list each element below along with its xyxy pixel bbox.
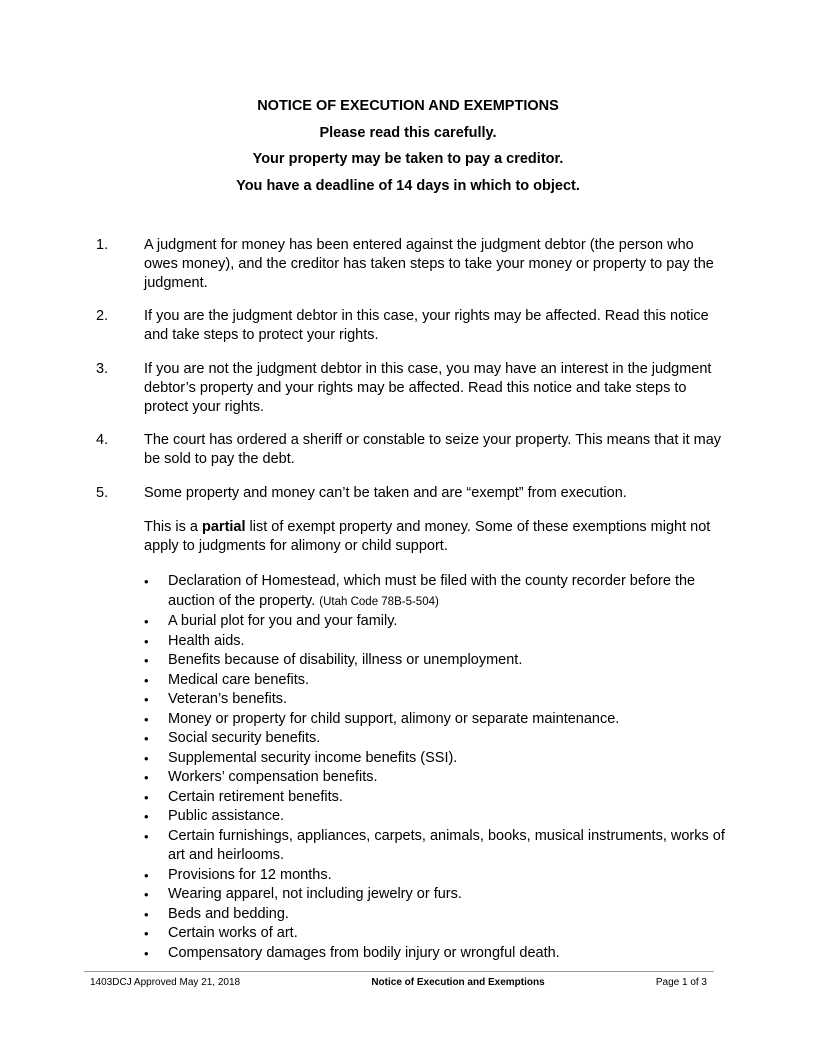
exemption-list-item [144, 768, 734, 788]
exemption-list-item [144, 827, 734, 866]
exemption-text: Money or property for child support, alimony or separate maintenance. [168, 710, 620, 727]
item-text: Some property and money can’t be taken and are “exempt” from execution. [144, 485, 627, 501]
exemption-text: Certain furnishings, appliances, carpets, animals, books, musical instruments, works of art and heirlooms. [168, 827, 725, 863]
exemption-list-item [144, 866, 734, 886]
exemption-list-item [144, 885, 734, 905]
exemption-list-item [144, 690, 734, 710]
exemption-list-item [144, 788, 734, 808]
exemption-text: Public assistance. [168, 808, 285, 824]
exemption-text: Health aids. [168, 632, 245, 649]
exemption-list-item [144, 572, 734, 612]
exemption-text: Supplemental security income benefits (SSI). [168, 749, 458, 766]
bullet-icon: • [144, 672, 149, 688]
exemptions-list [144, 572, 734, 963]
header-line-read-carefully: Please read this carefully. [319, 124, 497, 141]
item-number: 4. [96, 432, 109, 448]
header-line-deadline: You have a deadline of 14 days in which to object. [236, 177, 580, 194]
partial-list-text [144, 518, 724, 556]
bullet-icon: • [144, 809, 149, 824]
bullet-icon: • [144, 926, 149, 941]
item-number: 1. [96, 237, 109, 253]
exemption-list-item [144, 749, 734, 769]
bullet-icon: • [144, 906, 149, 922]
bullet-icon: • [144, 770, 149, 785]
exemption-list-item [144, 905, 734, 925]
item-text: The court has ordered a sheriff or constable to seize your property. This means that it may be sold to pay the debt. [144, 432, 722, 467]
exemption-text: Certain works of art. [168, 925, 298, 941]
bullet-icon: • [144, 731, 149, 746]
item-text: If you are not the judgment debtor in this case, you may have an interest in the judgment debtor’s property and your rights may be affected. Read this notice and take steps to protect your rights. [144, 361, 712, 415]
exemption-text: Compensatory damages from bodily injury or wrongful death. [168, 944, 560, 961]
item-text: If you are the judgment debtor in this case, your rights may be affected. Read this notice and take steps to protect your rights. [144, 308, 709, 343]
footer-page-number: Page 1 of 3 [655, 977, 707, 988]
exemption-text: Veteran’s benefits. [168, 691, 288, 707]
exemption-list-item [144, 710, 734, 730]
item-number: 2. [96, 308, 109, 324]
bullet-icon: • [144, 867, 149, 883]
partial-before: This is a [144, 519, 203, 535]
bullet-icon: • [144, 692, 149, 707]
item-number: 5. [96, 485, 109, 501]
exemption-list-item [144, 729, 734, 749]
footer-form-number: 1403DCJ Approved May 21, 2018 [90, 977, 241, 988]
exemption-text: Social security benefits. [168, 730, 321, 746]
item-number: 3. [96, 361, 109, 377]
homestead-citation: (Utah Code 78B-5-504) [319, 595, 439, 608]
exemption-text: Medical care benefits. [168, 671, 310, 688]
footer-divider [84, 971, 714, 972]
header-line-property-taken: Your property may be taken to pay a creditor. [252, 151, 564, 167]
bullet-icon: • [144, 945, 149, 961]
exemption-list-item [144, 612, 734, 632]
exemption-text: Benefits because of disability, illness or unemployment. [168, 652, 523, 668]
partial-after: list of exempt property and money. Some of these exemptions might not apply to judgments for alimony or child support. [144, 519, 711, 554]
bullet-icon: • [144, 887, 149, 902]
item-text: A judgment for money has been entered against the judgment debtor (the person who owes money), and the creditor has taken steps to take your money or property to pay the judgment. [144, 237, 714, 291]
bullet-icon: • [144, 614, 149, 629]
exemption-text: Declaration of Homestead, which must be filed with the county recorder before the auction of the property. [168, 573, 696, 609]
bullet-icon: • [144, 750, 149, 766]
exemption-list-item [144, 924, 734, 944]
exemption-list-item [144, 671, 734, 691]
bullet-icon: • [144, 633, 149, 649]
bullet-icon: • [144, 574, 149, 589]
bullet-icon: • [144, 828, 149, 844]
exemption-list-item [144, 651, 734, 671]
exemption-text: Certain retirement benefits. [168, 788, 343, 805]
exemption-text: Workers’ compensation benefits. [168, 769, 378, 785]
exemption-list-item [144, 632, 734, 652]
exemption-list-item [144, 807, 734, 827]
exemption-text: A burial plot for you and your family. [168, 613, 398, 629]
bullet-icon: • [144, 789, 149, 805]
document-header [0, 93, 816, 199]
exemption-text: Beds and bedding. [168, 905, 289, 922]
document-title: NOTICE OF EXECUTION AND EXEMPTIONS [257, 98, 559, 114]
bullet-icon: • [144, 653, 149, 668]
footer-document-title: Notice of Execution and Exemptions [371, 977, 545, 988]
exemption-list-item [144, 944, 734, 964]
exemption-text: Provisions for 12 months. [168, 866, 332, 883]
bullet-icon: • [144, 711, 149, 727]
exemption-text: Wearing apparel, not including jewelry or furs. [168, 886, 462, 902]
partial-bold: partial [202, 519, 246, 535]
